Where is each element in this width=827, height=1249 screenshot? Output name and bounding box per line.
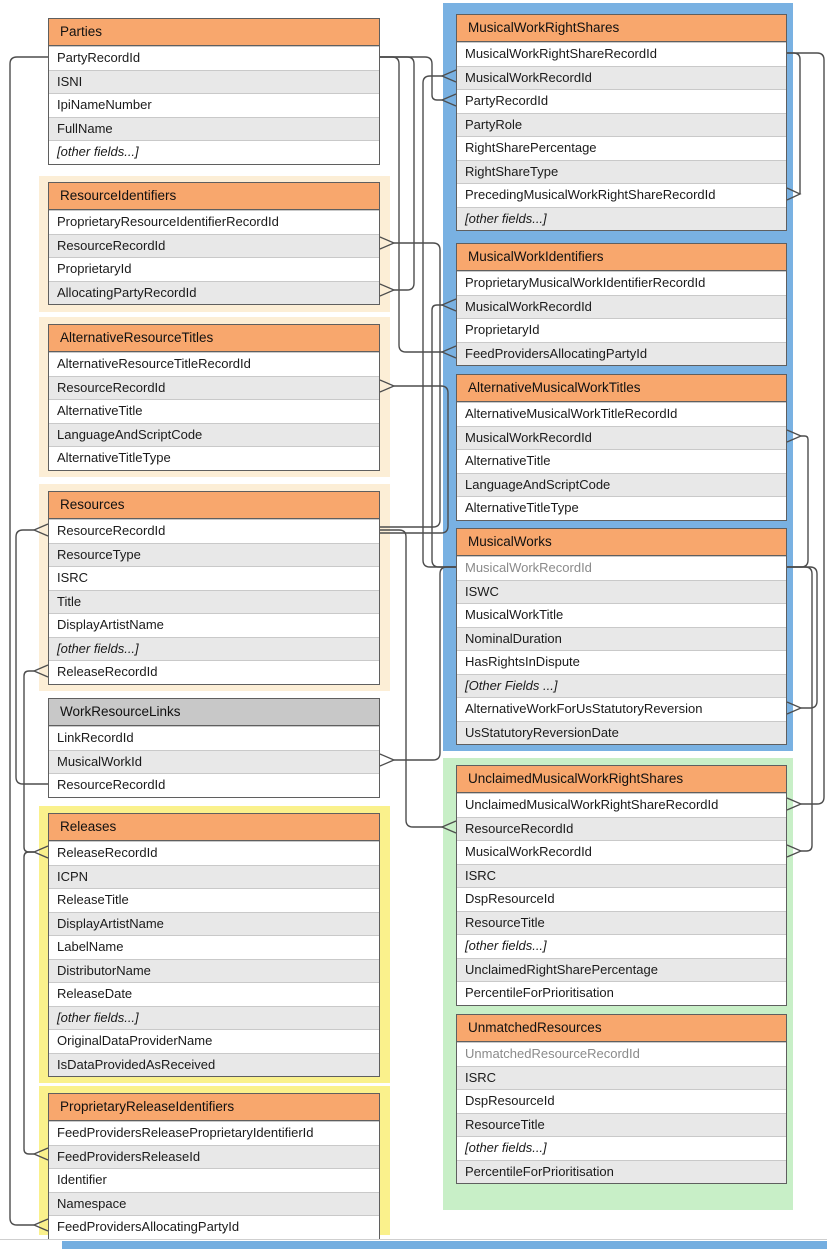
field-row: ISWC [457,580,786,604]
relationship-arrowhead-icon [380,754,394,766]
entity-table-AlternativeResourceTitles[interactable] [48,324,380,471]
field-row: ReleaseRecordId [49,841,379,865]
entity-table-Resources[interactable] [48,491,380,685]
field-row: FeedProvidersAllocatingPartyId [457,342,786,366]
field-row: ResourceRecordId [49,519,379,543]
field-row: ResourceRecordId [49,234,379,258]
entity-table-ProprietaryReleaseIdentifiers[interactable] [48,1093,380,1240]
field-row: FeedProvidersReleaseProprietaryIdentifierId [49,1121,379,1145]
field-row: ResourceType [49,543,379,567]
field-row: [other fields...] [49,140,379,164]
field-row: LabelName [49,935,379,959]
field-row: IsDataProvidedAsReceived [49,1053,379,1077]
field-row: AllocatingPartyRecordId [49,281,379,305]
table-header: Resources [49,492,379,519]
table-header: MusicalWorks [457,529,786,556]
field-row: MusicalWorkRightShareRecordId [457,42,786,66]
field-row: IpiNameNumber [49,93,379,117]
field-row: Identifier [49,1168,379,1192]
field-row: MusicalWorkRecordId [457,426,786,450]
field-row: ResourceTitle [457,1113,786,1137]
field-row: ProprietaryResourceIdentifierRecordId [49,210,379,234]
field-row: MusicalWorkRecordId [457,556,786,580]
field-row: AlternativeTitle [49,399,379,423]
field-row: MusicalWorkId [49,750,379,774]
entity-table-MusicalWorkIdentifiers[interactable] [456,243,787,366]
field-row: ISRC [457,864,786,888]
field-row: [other fields...] [457,207,786,231]
entity-table-WorkResourceLinks[interactable] [48,698,380,798]
table-header: AlternativeResourceTitles [49,325,379,352]
field-row: LinkRecordId [49,726,379,750]
field-row: ProprietaryMusicalWorkIdentifierRecordId [457,271,786,295]
field-row: UsStatutoryReversionDate [457,721,786,745]
table-header: Releases [49,814,379,841]
entity-table-UnmatchedResources[interactable] [456,1014,787,1184]
field-row: ReleaseRecordId [49,660,379,684]
field-row: DspResourceId [457,1089,786,1113]
field-row: AlternativeTitleType [457,496,786,520]
entity-table-ResourceIdentifiers[interactable] [48,182,380,305]
entity-table-MusicalWorks[interactable] [456,528,787,745]
table-header: MusicalWorkRightShares [457,15,786,42]
bottom-blue-strip [62,1241,827,1249]
field-row: UnclaimedMusicalWorkRightShareRecordId [457,793,786,817]
field-row: PartyRole [457,113,786,137]
field-row: DspResourceId [457,887,786,911]
field-row: ResourceRecordId [457,817,786,841]
field-row: MusicalWorkTitle [457,603,786,627]
field-row: DisplayArtistName [49,912,379,936]
field-row: FeedProvidersReleaseId [49,1145,379,1169]
field-row: LanguageAndScriptCode [457,473,786,497]
field-row: ISRC [49,566,379,590]
field-row: PercentileForPrioritisation [457,1160,786,1184]
field-row: ResourceRecordId [49,376,379,400]
table-header: ResourceIdentifiers [49,183,379,210]
entity-table-Releases[interactable] [48,813,380,1077]
field-row: ResourceTitle [457,911,786,935]
field-row: [other fields...] [49,637,379,661]
field-row: AlternativeMusicalWorkTitleRecordId [457,402,786,426]
table-header: MusicalWorkIdentifiers [457,244,786,271]
field-row: ProprietaryId [457,318,786,342]
table-header: UnmatchedResources [457,1015,786,1042]
field-row: MusicalWorkRecordId [457,840,786,864]
field-row: [other fields...] [457,934,786,958]
field-row: ReleaseTitle [49,888,379,912]
connector-alt-resource-title-to-resources [380,386,448,533]
field-row: MusicalWorkRecordId [457,66,786,90]
field-row: UnmatchedResourceRecordId [457,1042,786,1066]
field-row: PartyRecordId [457,89,786,113]
field-row: NominalDuration [457,627,786,651]
field-row: PercentileForPrioritisation [457,981,786,1005]
entity-table-AlternativeMusicalWorkTitles[interactable] [456,374,787,521]
field-row: AlternativeTitleType [49,446,379,470]
field-row: ProprietaryId [49,257,379,281]
field-row: RightSharePercentage [457,136,786,160]
field-row: ReleaseDate [49,982,379,1006]
entity-table-UnclaimedMusicalWorkRightShares[interactable] [456,765,787,1006]
field-row: UnclaimedRightSharePercentage [457,958,786,982]
field-row: [Other Fields ...] [457,674,786,698]
field-row: MusicalWorkRecordId [457,295,786,319]
field-row: FullName [49,117,379,141]
field-row: AlternativeResourceTitleRecordId [49,352,379,376]
field-row: ISNI [49,70,379,94]
field-row: AlternativeWorkForUsStatutoryReversion [457,697,786,721]
connector-resources-release-to-releases [24,671,34,852]
field-row: Title [49,590,379,614]
field-row: [other fields...] [457,1136,786,1160]
field-row: [other fields...] [49,1006,379,1030]
field-row: ResourceRecordId [49,773,379,797]
field-row: DisplayArtistName [49,613,379,637]
field-row: DistributorName [49,959,379,983]
field-row: Namespace [49,1192,379,1216]
table-header: UnclaimedMusicalWorkRightShares [457,766,786,793]
field-row: ISRC [457,1066,786,1090]
table-header: Parties [49,19,379,46]
page-bottom-divider [0,1239,827,1240]
field-row: PartyRecordId [49,46,379,70]
table-header: WorkResourceLinks [49,699,379,726]
field-row: PrecedingMusicalWorkRightShareRecordId [457,183,786,207]
field-row: LanguageAndScriptCode [49,423,379,447]
field-row: RightShareType [457,160,786,184]
field-row: ICPN [49,865,379,889]
field-row: HasRightsInDispute [457,650,786,674]
table-header: AlternativeMusicalWorkTitles [457,375,786,402]
connector-parties-to-right-share-party [380,57,442,100]
connector-proprietary-release-id-to-releases [24,852,34,1154]
field-row: OriginalDataProviderName [49,1029,379,1053]
entity-table-Parties[interactable] [48,18,380,165]
field-row: AlternativeTitle [457,449,786,473]
field-row: FeedProvidersAllocatingPartyId [49,1215,379,1239]
table-header: ProprietaryReleaseIdentifiers [49,1094,379,1121]
entity-table-MusicalWorkRightShares[interactable] [456,14,787,231]
